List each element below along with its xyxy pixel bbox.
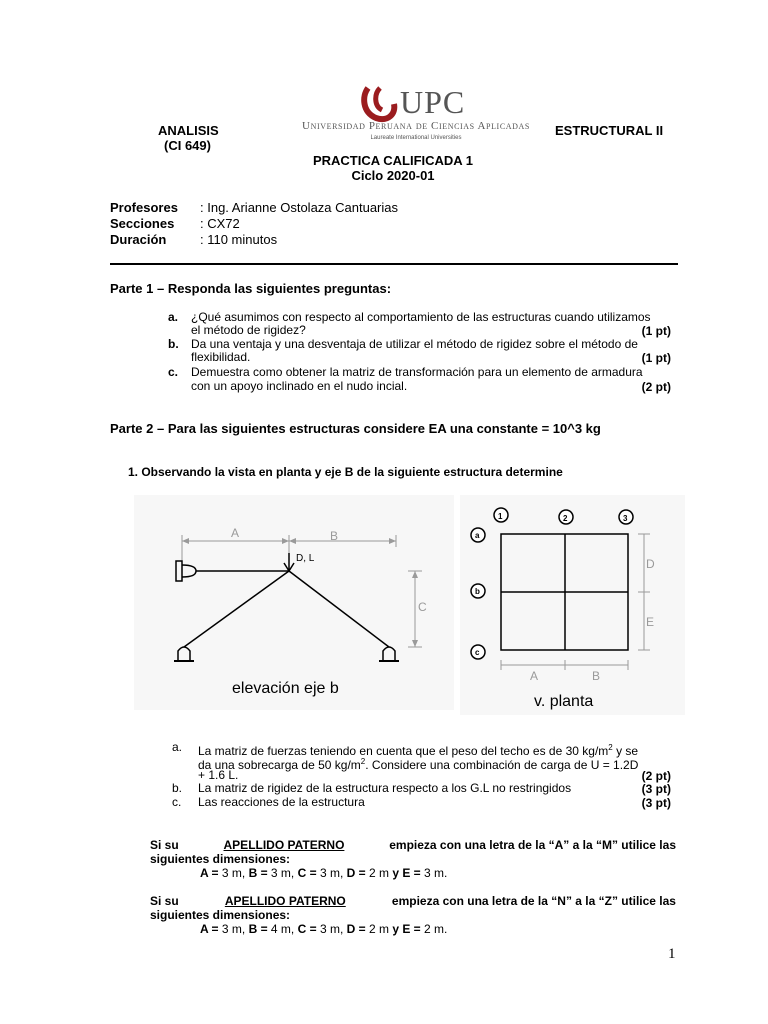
part1-heading: Parte 1 – Responda las siguientes preguntas: bbox=[110, 281, 392, 296]
plan-label-b: B bbox=[592, 669, 601, 683]
logo-subtitle: Laureate International Universities bbox=[370, 135, 462, 141]
q1b-letter: b. bbox=[168, 337, 179, 351]
info-value-duracion: : 110 minutos bbox=[200, 232, 278, 247]
plan-diagram bbox=[460, 495, 685, 715]
plan-label-d: D bbox=[646, 557, 655, 571]
q1b-line1: Da una ventaja y una desventaja de utilizar el método de rigidez sobre el método de bbox=[191, 337, 638, 351]
header-right: ESTRUCTURAL II bbox=[555, 123, 664, 138]
page-number: 1 bbox=[668, 946, 676, 962]
q1a-letter: a. bbox=[168, 310, 179, 324]
elev-label-a: A bbox=[231, 526, 240, 540]
info-label-duracion: Duración bbox=[110, 232, 167, 247]
problem-statement: 1. Observando la vista en planta y eje B de la siguiente estructura determine bbox=[128, 465, 563, 479]
logo-university: Universidad Peruana de Ciencias Aplicadas bbox=[302, 120, 530, 132]
university-logo bbox=[288, 82, 544, 152]
q2b-text: La matriz de rigidez de la estructura respecto a los G.L no restringidos bbox=[198, 781, 572, 795]
q2b-letter: b. bbox=[172, 781, 183, 795]
case2-line2: siguientes dimensiones: bbox=[150, 908, 291, 922]
elev-label-b: B bbox=[330, 529, 339, 543]
case1-dimensions: A = 3 m, B = 3 m, C = 3 m, D = 2 m y E = 3 m. bbox=[200, 866, 448, 880]
elevation-diagram bbox=[134, 495, 454, 710]
q1a-line2: el método de rigidez? bbox=[191, 323, 306, 337]
elevation-caption: elevación eje b bbox=[232, 680, 339, 697]
plan-col-1: 1 bbox=[498, 512, 503, 521]
plan-label-a: A bbox=[530, 669, 539, 683]
info-value-secciones: : CX72 bbox=[200, 216, 240, 231]
exam-title: PRACTICA CALIFICADA 1 bbox=[312, 153, 474, 168]
plan-caption: v. planta bbox=[534, 693, 594, 710]
logo-text: UPC bbox=[400, 84, 466, 120]
plan-label-e: E bbox=[646, 615, 655, 629]
plan-row-c: c bbox=[475, 648, 480, 657]
q1a-points: (1 pt) bbox=[641, 324, 671, 338]
q1c-line1: Demuestra como obtener la matriz de transformación para un elemento de armadura bbox=[191, 365, 643, 379]
plan-col-3: 3 bbox=[623, 514, 628, 523]
load-label: D, L bbox=[296, 553, 315, 564]
q2a-line1: La matriz de fuerzas teniendo en cuenta que el peso del techo es de 30 $kg/m^2$ y se bbox=[198, 743, 639, 758]
q1c-points: (2 pt) bbox=[641, 380, 671, 394]
part2-heading: Parte 2 – Para las siguientes estructuras considere EA una constante = 10^3 kg bbox=[110, 421, 601, 436]
q2a-letter: a. bbox=[172, 740, 183, 754]
exam-cycle: Ciclo 2020-01 bbox=[351, 168, 435, 183]
q1a-line1: ¿Qué asumimos con respecto al comportamiento de las estructuras cuando utilizamos bbox=[191, 310, 651, 324]
header-left-line1: ANALISIS bbox=[158, 123, 219, 138]
q2a-line3: + 1.6 L. bbox=[198, 768, 239, 782]
header-divider bbox=[110, 263, 678, 265]
elev-label-c: C bbox=[418, 600, 427, 614]
q1b-line2: flexibilidad. bbox=[191, 350, 251, 364]
info-value-profesores: : Ing. Arianne Ostolaza Cantuarias bbox=[200, 200, 399, 215]
q2c-points: (3 pt) bbox=[641, 796, 671, 810]
info-label-secciones: Secciones bbox=[110, 216, 175, 231]
case1-line1: Si su APELLIDO PATERNO empieza con una letra de la “A” a la “M” utilice las bbox=[150, 838, 676, 852]
plan-row-b: b bbox=[475, 587, 480, 596]
q2c-letter: c. bbox=[172, 795, 182, 809]
q2b-points: (3 pt) bbox=[641, 782, 671, 796]
q2a-line2: da una sobrecarga de 50 $kg/m^2$. Considere una combinación de carga de U = 1.2D bbox=[198, 757, 639, 772]
plan-col-2: 2 bbox=[563, 514, 568, 523]
q2c-text: Las reacciones de la estructura bbox=[198, 795, 365, 809]
q1c-letter: c. bbox=[168, 365, 179, 379]
header-left-line2: (CI 649) bbox=[164, 138, 211, 153]
case1-line2: siguientes dimensiones: bbox=[150, 852, 291, 866]
q1b-points: (1 pt) bbox=[641, 351, 671, 365]
q1c-line2: con un apoyo inclinado en el nudo incial. bbox=[191, 379, 408, 393]
q2a-points: (2 pt) bbox=[641, 769, 671, 783]
case2-dimensions: A = 3 m, B = 4 m, C = 3 m, D = 2 m y E = 2 m. bbox=[200, 922, 448, 936]
case2-line1: Si su APELLIDO PATERNO empieza con una letra de la “N” a la “Z” utilice las bbox=[150, 894, 676, 908]
plan-row-a: a bbox=[475, 531, 480, 540]
info-label-profesores: Profesores bbox=[110, 200, 178, 215]
